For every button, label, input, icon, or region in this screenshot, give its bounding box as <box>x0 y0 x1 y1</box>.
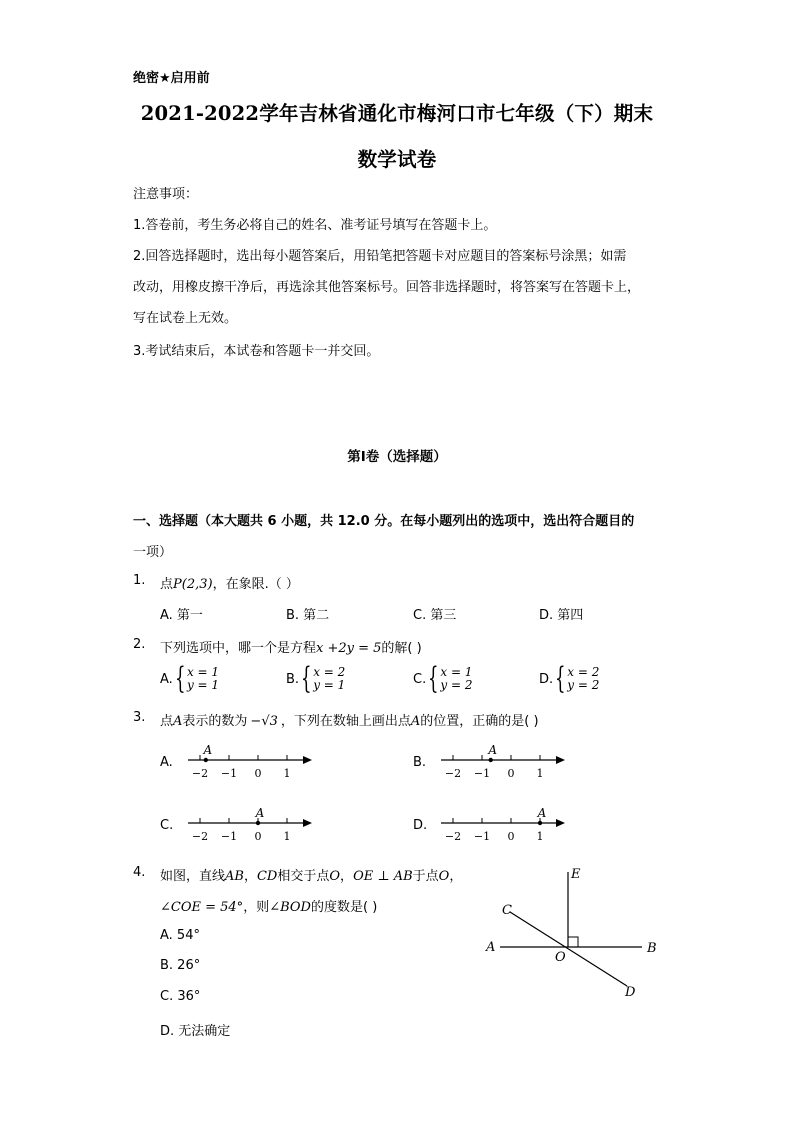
q4-l1-sep2: ， <box>340 869 354 884</box>
q2-option-a[interactable] <box>160 661 220 696</box>
brace-icon: { <box>174 661 186 696</box>
label-c: C <box>502 903 512 918</box>
tick-label: −2 <box>444 767 462 780</box>
q1-math: P(2,3) <box>173 577 213 592</box>
q4-l2-end: 的度数是( ) <box>310 900 378 915</box>
tick-label: 0 <box>254 767 262 780</box>
q4-l1-mid: 相交于点 <box>277 869 330 884</box>
tick-label: 1 <box>536 830 544 843</box>
q3-option-c-label[interactable]: C. <box>160 818 174 833</box>
q4-l1-ab: AB <box>225 869 244 884</box>
q2-option-d[interactable] <box>539 661 600 696</box>
q4-l2-angle2: ∠BOD <box>269 900 311 915</box>
q4-l1-mid2: 于点 <box>412 869 439 884</box>
tick-label: −2 <box>191 830 209 843</box>
section-title: 第I卷（选择题） <box>347 449 447 465</box>
q2-c-eq1: x = 1 <box>440 665 473 679</box>
q2-pre: 下列选项中，哪一个是方程 <box>160 641 317 656</box>
right-angle-mark-icon <box>568 937 578 947</box>
q2-d-eq2: y = 2 <box>567 678 600 692</box>
question-4-number: 4. <box>133 865 146 880</box>
q3-pre: 点 <box>160 714 174 729</box>
label-a: A <box>486 940 496 955</box>
q2-option-d-system <box>555 661 600 696</box>
brace-icon: { <box>428 661 439 696</box>
question-4-stem-line-2 <box>160 896 377 915</box>
point-a-label: A <box>537 806 547 820</box>
q4-l1-pre: 如图，直线 <box>160 869 226 884</box>
point-a-label: A <box>255 806 265 820</box>
q2-option-a-system <box>174 661 220 696</box>
tick-label: 0 <box>507 830 515 843</box>
tick-label: −1 <box>220 767 238 780</box>
q1-option-b[interactable]: B. 第二 <box>286 608 330 623</box>
tick-label: 1 <box>536 767 544 780</box>
q2-option-a-label: A. <box>160 672 173 687</box>
q3-number-line-d[interactable] <box>433 803 573 849</box>
notice-item-2-line-1: 2.回答选择题时，选出每小题答案后，用铅笔把答题卡对应题目的答案标号涂黑；如需 <box>133 249 627 264</box>
exam-title-line2: 数学试卷 <box>357 148 437 171</box>
q4-l1-end: ， <box>449 869 463 884</box>
tick-label: 1 <box>283 830 291 843</box>
arrow-head-icon <box>303 756 312 764</box>
point-a-dot <box>489 758 493 762</box>
q2-option-c-system <box>428 661 473 696</box>
notice-item-1: 1.答卷前，考生务必将自己的姓名、准考证号填写在答题卡上。 <box>133 218 497 233</box>
q4-l1-perp: OE ⊥ AB <box>353 869 413 884</box>
arrow-head-icon <box>556 756 565 764</box>
brace-icon: { <box>555 661 566 696</box>
q3-number-line-c[interactable] <box>180 803 320 849</box>
tick-label: −1 <box>473 830 491 843</box>
notice-heading: 注意事项： <box>133 187 199 202</box>
part-instructions-line-1: 一、选择题（本大题共 6 小题，共 12.0 分。在每小题列出的选项中，选出符合题目的 <box>133 514 635 529</box>
q3-option-b-label[interactable]: B. <box>413 755 427 770</box>
q1-option-a[interactable]: A. 第一 <box>160 608 203 623</box>
q3-number-line-b[interactable] <box>433 740 573 786</box>
q2-option-b-label: B. <box>286 672 300 687</box>
question-3-stem <box>160 710 539 729</box>
tick-label: −2 <box>191 767 209 780</box>
arrow-head-icon <box>556 819 565 827</box>
q4-l1-o: O <box>329 869 341 884</box>
q2-b-eq1: x = 2 <box>313 665 346 679</box>
q2-option-b[interactable] <box>286 661 346 696</box>
q4-l1-cd: CD <box>256 869 278 884</box>
q2-option-d-label: D. <box>539 672 554 687</box>
q4-l1-o2: O <box>438 869 450 884</box>
q2-c-eq2: y = 2 <box>440 678 473 692</box>
notice-item-2-line-2: 改动，用橡皮擦干净后，再选涂其他答案标号。回答非选择题时，将答案写在答题卡上， <box>133 280 641 295</box>
tick-label: −1 <box>220 830 238 843</box>
q3-number-line-a[interactable] <box>180 740 320 786</box>
q2-a-eq1: x = 1 <box>186 665 220 679</box>
arrow-head-icon <box>303 819 312 827</box>
question-1-number: 1. <box>133 573 146 588</box>
tick-label: 0 <box>254 830 262 843</box>
q3-end: 的位置，正确的是( ) <box>420 714 539 729</box>
q4-option-b[interactable]: B. 26° <box>160 958 201 973</box>
point-a-dot <box>538 821 542 825</box>
q4-option-d[interactable]: D. 无法确定 <box>160 1024 231 1039</box>
label-e: E <box>571 867 581 882</box>
q3-point: A <box>173 714 183 729</box>
q1-option-d[interactable]: D. 第四 <box>539 608 584 623</box>
q4-l2-angle: ∠COE = 54° <box>160 900 244 915</box>
q3-mid: 表示的数为 <box>182 714 248 729</box>
brace-icon: { <box>301 661 312 696</box>
q1-option-c[interactable]: C. 第三 <box>413 608 457 623</box>
tick-label: 1 <box>283 767 291 780</box>
point-a-label: A <box>488 743 498 757</box>
label-b: B <box>647 941 657 956</box>
q2-option-c-label: C. <box>413 672 427 687</box>
notice-item-3: 3.考试结束后，本试卷和答题卡一并交回。 <box>133 344 380 359</box>
q4-option-a[interactable]: A. 54° <box>160 928 200 943</box>
q1-pre: 点 <box>160 577 174 592</box>
label-o: O <box>555 950 566 965</box>
q2-a-eq2: y = 1 <box>186 678 220 692</box>
point-a-dot <box>256 821 260 825</box>
point-a-label: A <box>203 743 213 757</box>
question-4-stem-line-1 <box>160 865 462 884</box>
question-2-number: 2. <box>133 637 146 652</box>
q2-math: x +2y = 5 <box>316 641 382 656</box>
question-1-stem <box>160 573 299 592</box>
q3-value: −√3 <box>250 714 278 729</box>
tick-label: −2 <box>444 830 462 843</box>
q2-d-eq1: x = 2 <box>567 665 600 679</box>
point-a-dot <box>204 758 208 762</box>
label-d: D <box>625 985 636 1000</box>
q3-post: ，下列在数轴上画出点 <box>280 714 411 729</box>
q4-option-c[interactable]: C. 36° <box>160 989 201 1004</box>
q2-post: 的解( ) <box>381 641 422 656</box>
notice-item-2-line-3: 写在试卷上无效。 <box>133 311 238 326</box>
q3-option-d-label[interactable]: D. <box>413 818 428 833</box>
q3-option-a-label[interactable]: A. <box>160 755 173 770</box>
exam-title-line1: 2021-2022学年吉林省通化市梅河口市七年级（下）期末 <box>140 102 654 125</box>
tick-label: −1 <box>473 767 491 780</box>
q4-l2-mid: ，则 <box>243 900 270 915</box>
q3-post-point: A <box>410 714 421 729</box>
part-instructions-line-2: 一项） <box>133 545 173 560</box>
q2-option-b-system <box>301 661 346 696</box>
tick-label: 0 <box>507 767 515 780</box>
question-3-number: 3. <box>133 710 146 725</box>
q2-option-c[interactable] <box>413 661 473 696</box>
confidential-mark: 绝密★启用前 <box>133 71 210 86</box>
q2-b-eq2: y = 1 <box>313 678 346 692</box>
q1-post: ，在象限.（ ） <box>212 577 299 592</box>
q4-figure <box>480 862 665 1002</box>
q4-l1-sep: ， <box>243 869 257 884</box>
question-2-stem <box>160 637 422 656</box>
